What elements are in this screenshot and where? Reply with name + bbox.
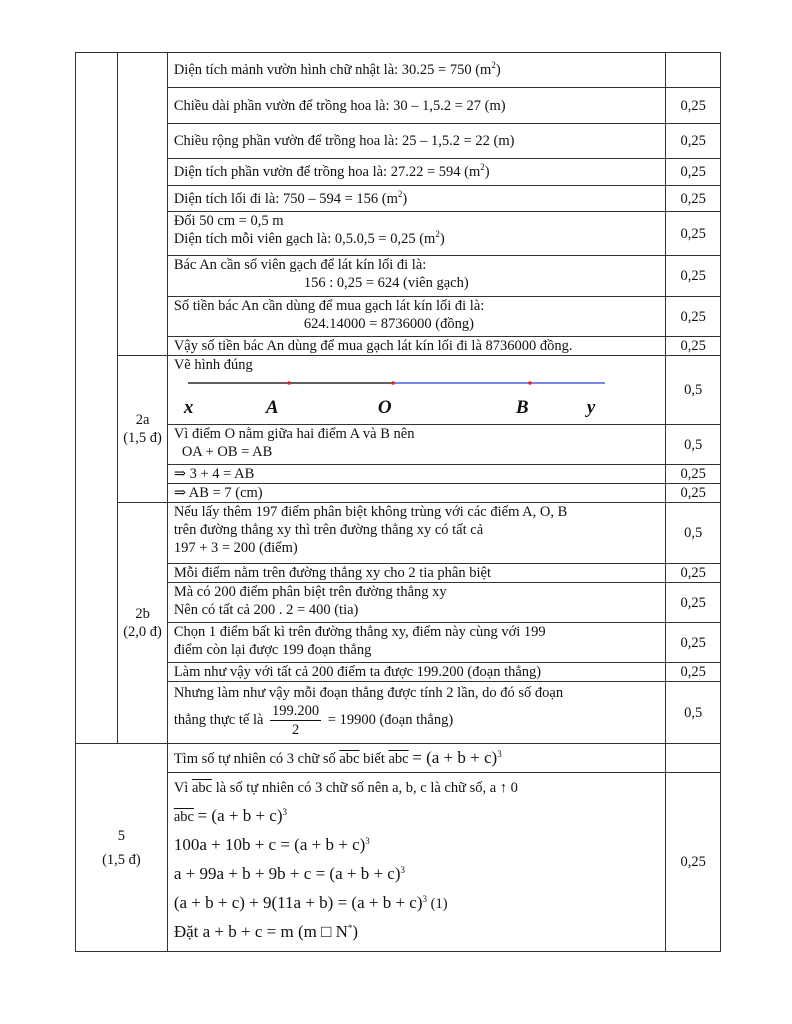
score-cell: 0,25: [666, 564, 721, 583]
step-cell: Chiều dài phần vườn để trồng hoa là: 30 – 1,5.2 = 27 (m): [167, 88, 665, 124]
label-b: B: [515, 397, 529, 418]
score-cell: 0,25: [666, 297, 721, 337]
step-cell: Làm như vậy với tất cả 200 điểm ta được 199.200 (đoạn thẳng): [167, 663, 665, 682]
step-cell: Diện tích phần vườn để trồng hoa là: 27.22 = 594 $(m^2)$: [167, 159, 665, 186]
score-cell: [666, 744, 721, 773]
step-cell: Nếu lấy thêm 197 điểm phân biệt không trùng với các điểm A, O, B trên đường thẳng xy thì trên đường thẳng xy có tất cả 197 + 3 = 200 (điểm): [167, 503, 665, 564]
score-cell: 0,25: [666, 484, 721, 503]
step-cell: Số tiền bác An cần dùng để mua gạch lát kín lối đi là: 624.14000 = 8736000 (đồng): [167, 297, 665, 337]
score-cell: 0,25: [666, 773, 721, 952]
step-cell: ⇒ AB = 7 (cm): [167, 484, 665, 503]
score-cell: 0,25: [666, 465, 721, 484]
step-cell: ⇒ 3 + 4 = AB: [167, 465, 665, 484]
step-cell: Diện tích mảnh vườn hình chữ nhật là: 30.25 = 750 $(m^2)$: [167, 53, 665, 88]
score-cell: 0,25: [666, 663, 721, 682]
score-cell: 0,25: [666, 88, 721, 124]
label-y: y: [586, 397, 596, 418]
label-o: O: [377, 397, 392, 418]
subpart-2a-cell: 2a (1,5 đ): [118, 356, 168, 503]
score-cell: 0,25: [666, 623, 721, 663]
score-cell: 0,5: [666, 425, 721, 465]
step-cell: Chiều rộng phần vườn để trồng hoa là: 25 – 1,5.2 = 22 (m): [167, 124, 665, 159]
line-xy-svg: [168, 374, 638, 419]
score-cell: 0,25: [666, 337, 721, 356]
score-cell: 0,25: [666, 186, 721, 212]
score-cell: 0,5: [666, 682, 721, 744]
question-number-cell: [76, 53, 118, 744]
score-cell: 0,25: [666, 256, 721, 297]
step-cell: Bác An cần số viên gạch để lát kín lối đi là: 156 : 0,25 = 624 (viên gạch): [167, 256, 665, 297]
score-cell: 0,25: [666, 124, 721, 159]
score-cell: 0,25: [666, 212, 721, 256]
step-cell: Mỗi điểm nằm trên đường thẳng xy cho 2 tia phân biệt: [167, 564, 665, 583]
fraction: $\frac{199.200}{2}$: [272, 703, 320, 738]
score-cell: 0,5: [666, 356, 721, 425]
step-cell: Vẽ hình đúng x A O B y: [167, 356, 665, 425]
point-a-dot: [287, 381, 291, 385]
step-cell: Vì điểm O nằm giữa hai điểm A và B nên OA + OB = AB: [167, 425, 665, 465]
point-b-dot: [528, 381, 532, 385]
step-cell: Vậy số tiền bác An dùng để mua gạch lát kín lối đi là 8736000 đồng.: [167, 337, 665, 356]
label-a: A: [265, 397, 279, 418]
question-5-cell: 5 (1,5 đ): [76, 744, 168, 952]
step-cell: Vì $\overline{abc}$ là số tự nhiên có 3 chữ số nên a, b, c là chữ số, a ↑ 0 $\overline{abc} = (a + b + c)^3$ $100a + 10b + c = (a + b + c)^3$ $a + 99a + b + 9b + c = (a + b + c)^3$ $(a + b + c) + 9(11a + b) = (a + b + c)^3$ (1) Đặt a + b + c = m (m □ N*): [167, 773, 665, 952]
line-diagram: [174, 374, 659, 419]
step-cell: Đổi 50 cm = 0,5 m Diện tích mỗi viên gạch là: 0,5.0,5 = 0,25 $(m^2)$: [167, 212, 665, 256]
step-cell: Nhưng làm như vậy mỗi đoạn thẳng được tính 2 lần, do đó số đoạn thẳng thực tế là $\frac{199.200}{2}$ = 19900 (đoạn thẳng): [167, 682, 665, 744]
subpart-2b-cell: 2b (2,0 đ): [118, 503, 168, 744]
label-x: x: [183, 397, 194, 418]
step-cell: Chọn 1 điểm bất kì trên đường thẳng xy, điểm này cùng với 199 điểm còn lại được 199 đoạn thẳng: [167, 623, 665, 663]
answer-table: [75, 52, 721, 952]
score-cell: 0,25: [666, 583, 721, 623]
step-cell: Mà có 200 điểm phân biệt trên đường thẳng xy Nên có tất cả 200 . 2 = 400 (tia): [167, 583, 665, 623]
point-o-dot: [391, 381, 395, 385]
step-cell: Diện tích lối đi là: 750 – 594 = 156 $(m^2)$: [167, 186, 665, 212]
subpart-cell: [118, 53, 168, 356]
step-cell: Tìm số tự nhiên có 3 chữ số $\overline{abc}$ biết $\overline{abc} = (a + b + c)^3$: [167, 744, 665, 773]
score-cell: 0,5: [666, 503, 721, 564]
score-cell: 0,25: [666, 159, 721, 186]
score-cell: [666, 53, 721, 88]
